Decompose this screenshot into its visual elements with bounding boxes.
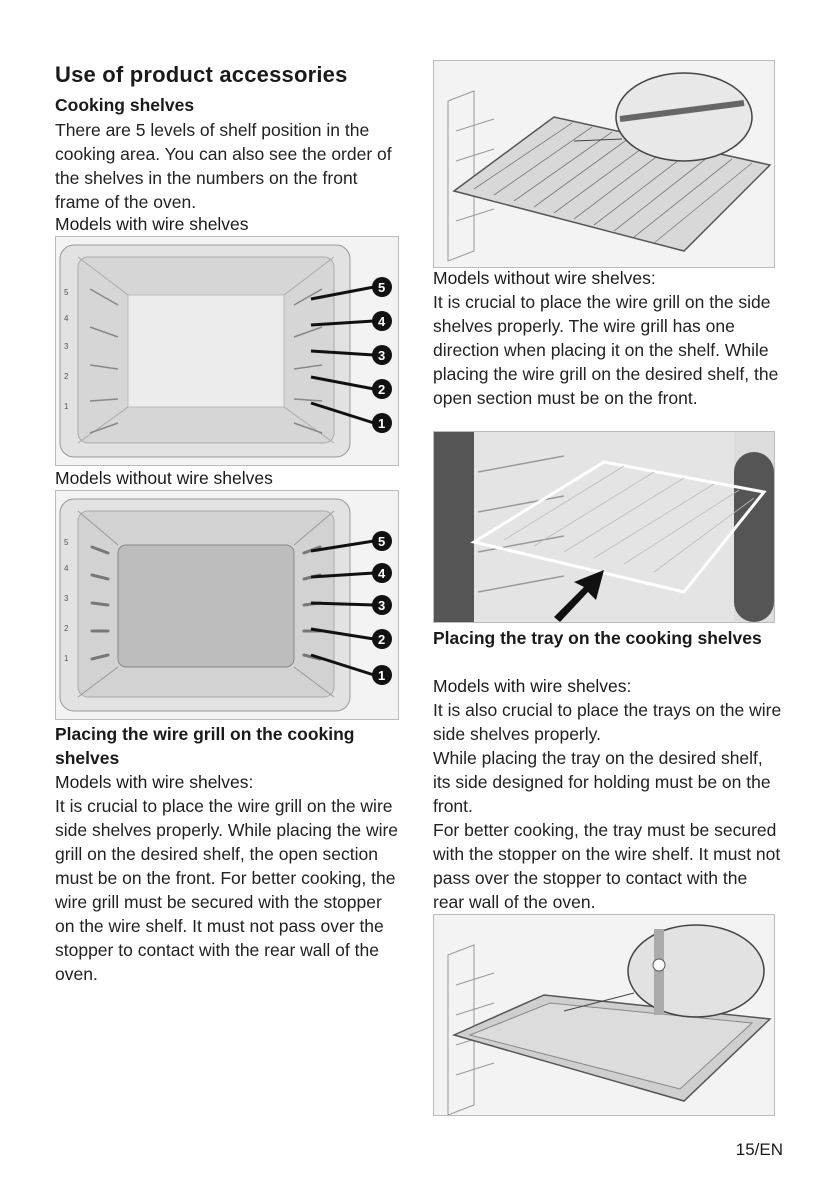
- wire-grill-models-without-wire: Models without wire shelves:: [433, 268, 656, 288]
- wire-grill-insert-figure: [433, 431, 775, 623]
- tray-models-with-wire: Models with wire shelves:: [433, 676, 632, 696]
- wire-grill-text-without-wire: It is crucial to place the wire grill on the side shelves properly. The wire grill has one direction when placing it on the shelf. While placing the wire grill on the desired shelf, the open section must be on the front.: [433, 292, 779, 408]
- wire-grill-heading: Placing the wire grill on the cooking shelves: [55, 724, 355, 768]
- tray-heading: Placing the tray on the cooking shelves: [433, 628, 762, 648]
- callout-3: 3: [378, 348, 386, 363]
- page-number: 15/EN: [735, 1140, 783, 1159]
- tray-text-3: For better cooking, the tray must be secured with the stopper on the wire shelf. It must not pass over the stopper to contact with the rear wall of the oven.: [433, 820, 781, 912]
- shelf-label-1: 1: [64, 654, 69, 663]
- shelf-label-2: 2: [64, 624, 69, 633]
- wire-grill-models-with-wire: Models with wire shelves:: [55, 772, 254, 792]
- callout-5: 5: [378, 534, 386, 549]
- shelf-label-1: 1: [64, 402, 69, 411]
- cooking-shelves-text: There are 5 levels of shelf position in the cooking area. You can also see the order of the shelves in the numbers on the front frame of the oven.: [55, 120, 392, 212]
- oven-wire-shelves-figure: [55, 236, 399, 466]
- tray-text-1: It is also crucial to place the trays on the wire side shelves properly.: [433, 700, 782, 744]
- models-with-wire-label: Models with wire shelves: [55, 214, 249, 234]
- tray-figure: [433, 914, 775, 1116]
- shelf-label-3: 3: [64, 342, 69, 351]
- shelf-label-4: 4: [64, 564, 69, 573]
- callout-circles: [372, 277, 392, 433]
- models-without-wire-label: Models without wire shelves: [55, 468, 273, 488]
- wire-grill-text-with-wire: It is crucial to place the wire grill on the wire side shelves properly. While placing the wire grill on the desired shelf, the open section must be on the front. For better cooking, the wire grill must be secured with the stopper on the wire shelf. It must not pass over the stopper to contact with the rear wall of the oven.: [55, 796, 399, 984]
- shelf-label-4: 4: [64, 314, 69, 323]
- callout-1: 1: [378, 668, 386, 683]
- cooking-shelves-heading: Cooking shelves: [55, 95, 195, 115]
- page-title: Use of product accessories: [55, 62, 348, 87]
- callout-2: 2: [378, 382, 386, 397]
- callout-3: 3: [378, 598, 386, 613]
- oven-no-wire-shelves-figure: [55, 490, 399, 720]
- shelf-label-5: 5: [64, 288, 69, 297]
- callout-4: 4: [378, 566, 386, 581]
- callout-5: 5: [378, 280, 386, 295]
- tray-text-2: While placing the tray on the desired shelf, its side designed for holding must be on the front.: [433, 748, 771, 816]
- shelf-label-3: 3: [64, 594, 69, 603]
- callout-4: 4: [378, 314, 386, 329]
- shelf-label-5: 5: [64, 538, 69, 547]
- shelf-label-2: 2: [64, 372, 69, 381]
- wire-grill-figure: [433, 60, 775, 268]
- callout-2: 2: [378, 632, 386, 647]
- callout-1: 1: [378, 416, 386, 431]
